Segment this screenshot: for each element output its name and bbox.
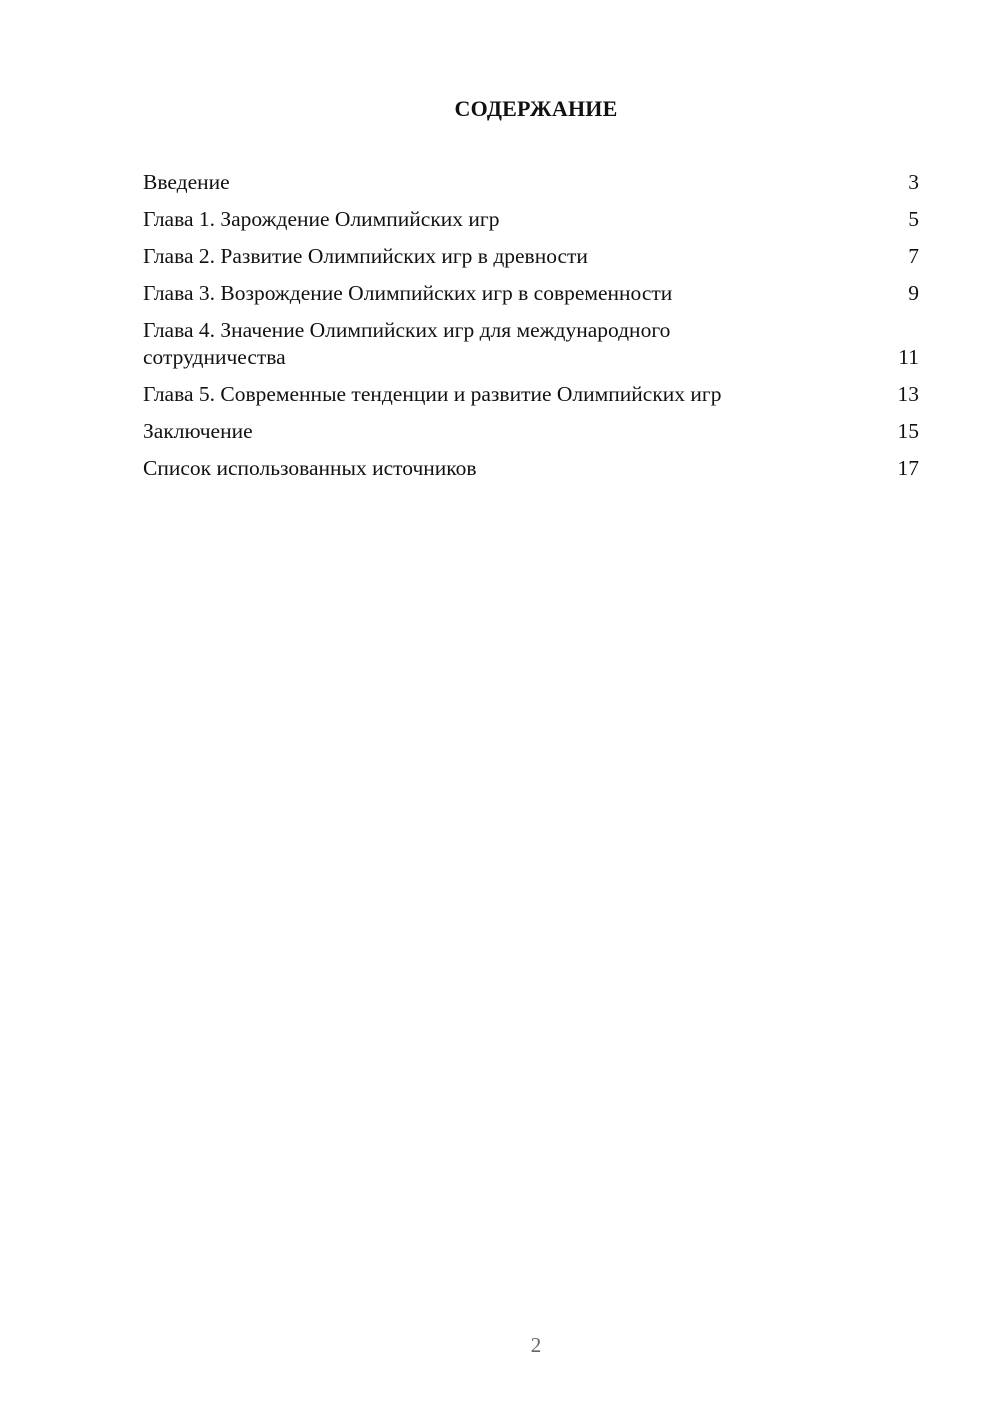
toc-entry (143, 243, 919, 270)
toc-entry-title: Заключение (143, 419, 253, 443)
toc-entry-page: 9 (908, 281, 919, 305)
page-title: СОДЕРЖАНИЕ (454, 96, 618, 121)
toc-entry (143, 418, 919, 445)
table-of-contents (143, 169, 919, 492)
toc-entry-page: 3 (908, 170, 919, 194)
toc-entry-page: 17 (897, 456, 919, 480)
toc-entry-page: 7 (908, 244, 919, 268)
toc-entry (143, 381, 919, 408)
toc-entry (143, 455, 919, 482)
toc-entry-title: Глава 4. Значение Олимпийских игр для международного сотрудничества (143, 318, 671, 369)
toc-entry (143, 169, 919, 196)
toc-entry-title: Глава 3. Возрождение Олимпийских игр в современности (143, 281, 673, 305)
toc-entry-page: 15 (897, 419, 919, 443)
toc-entry-page: 11 (898, 345, 919, 369)
toc-entry (143, 206, 919, 233)
toc-entry-page: 13 (897, 382, 919, 406)
page-number: 2 (530, 1333, 542, 1357)
toc-entry-title: Глава 2. Развитие Олимпийских игр в древности (143, 244, 588, 268)
toc-entry-title: Глава 5. Современные тенденции и развитие Олимпийских игр (143, 382, 722, 406)
toc-entry-page: 5 (908, 207, 919, 231)
toc-entry-title: Глава 1. Зарождение Олимпийских игр (143, 207, 500, 231)
toc-entry-title: Список использованных источников (143, 456, 477, 480)
toc-entry (143, 317, 919, 371)
toc-entry (143, 280, 919, 307)
toc-entry-title: Введение (143, 170, 230, 194)
